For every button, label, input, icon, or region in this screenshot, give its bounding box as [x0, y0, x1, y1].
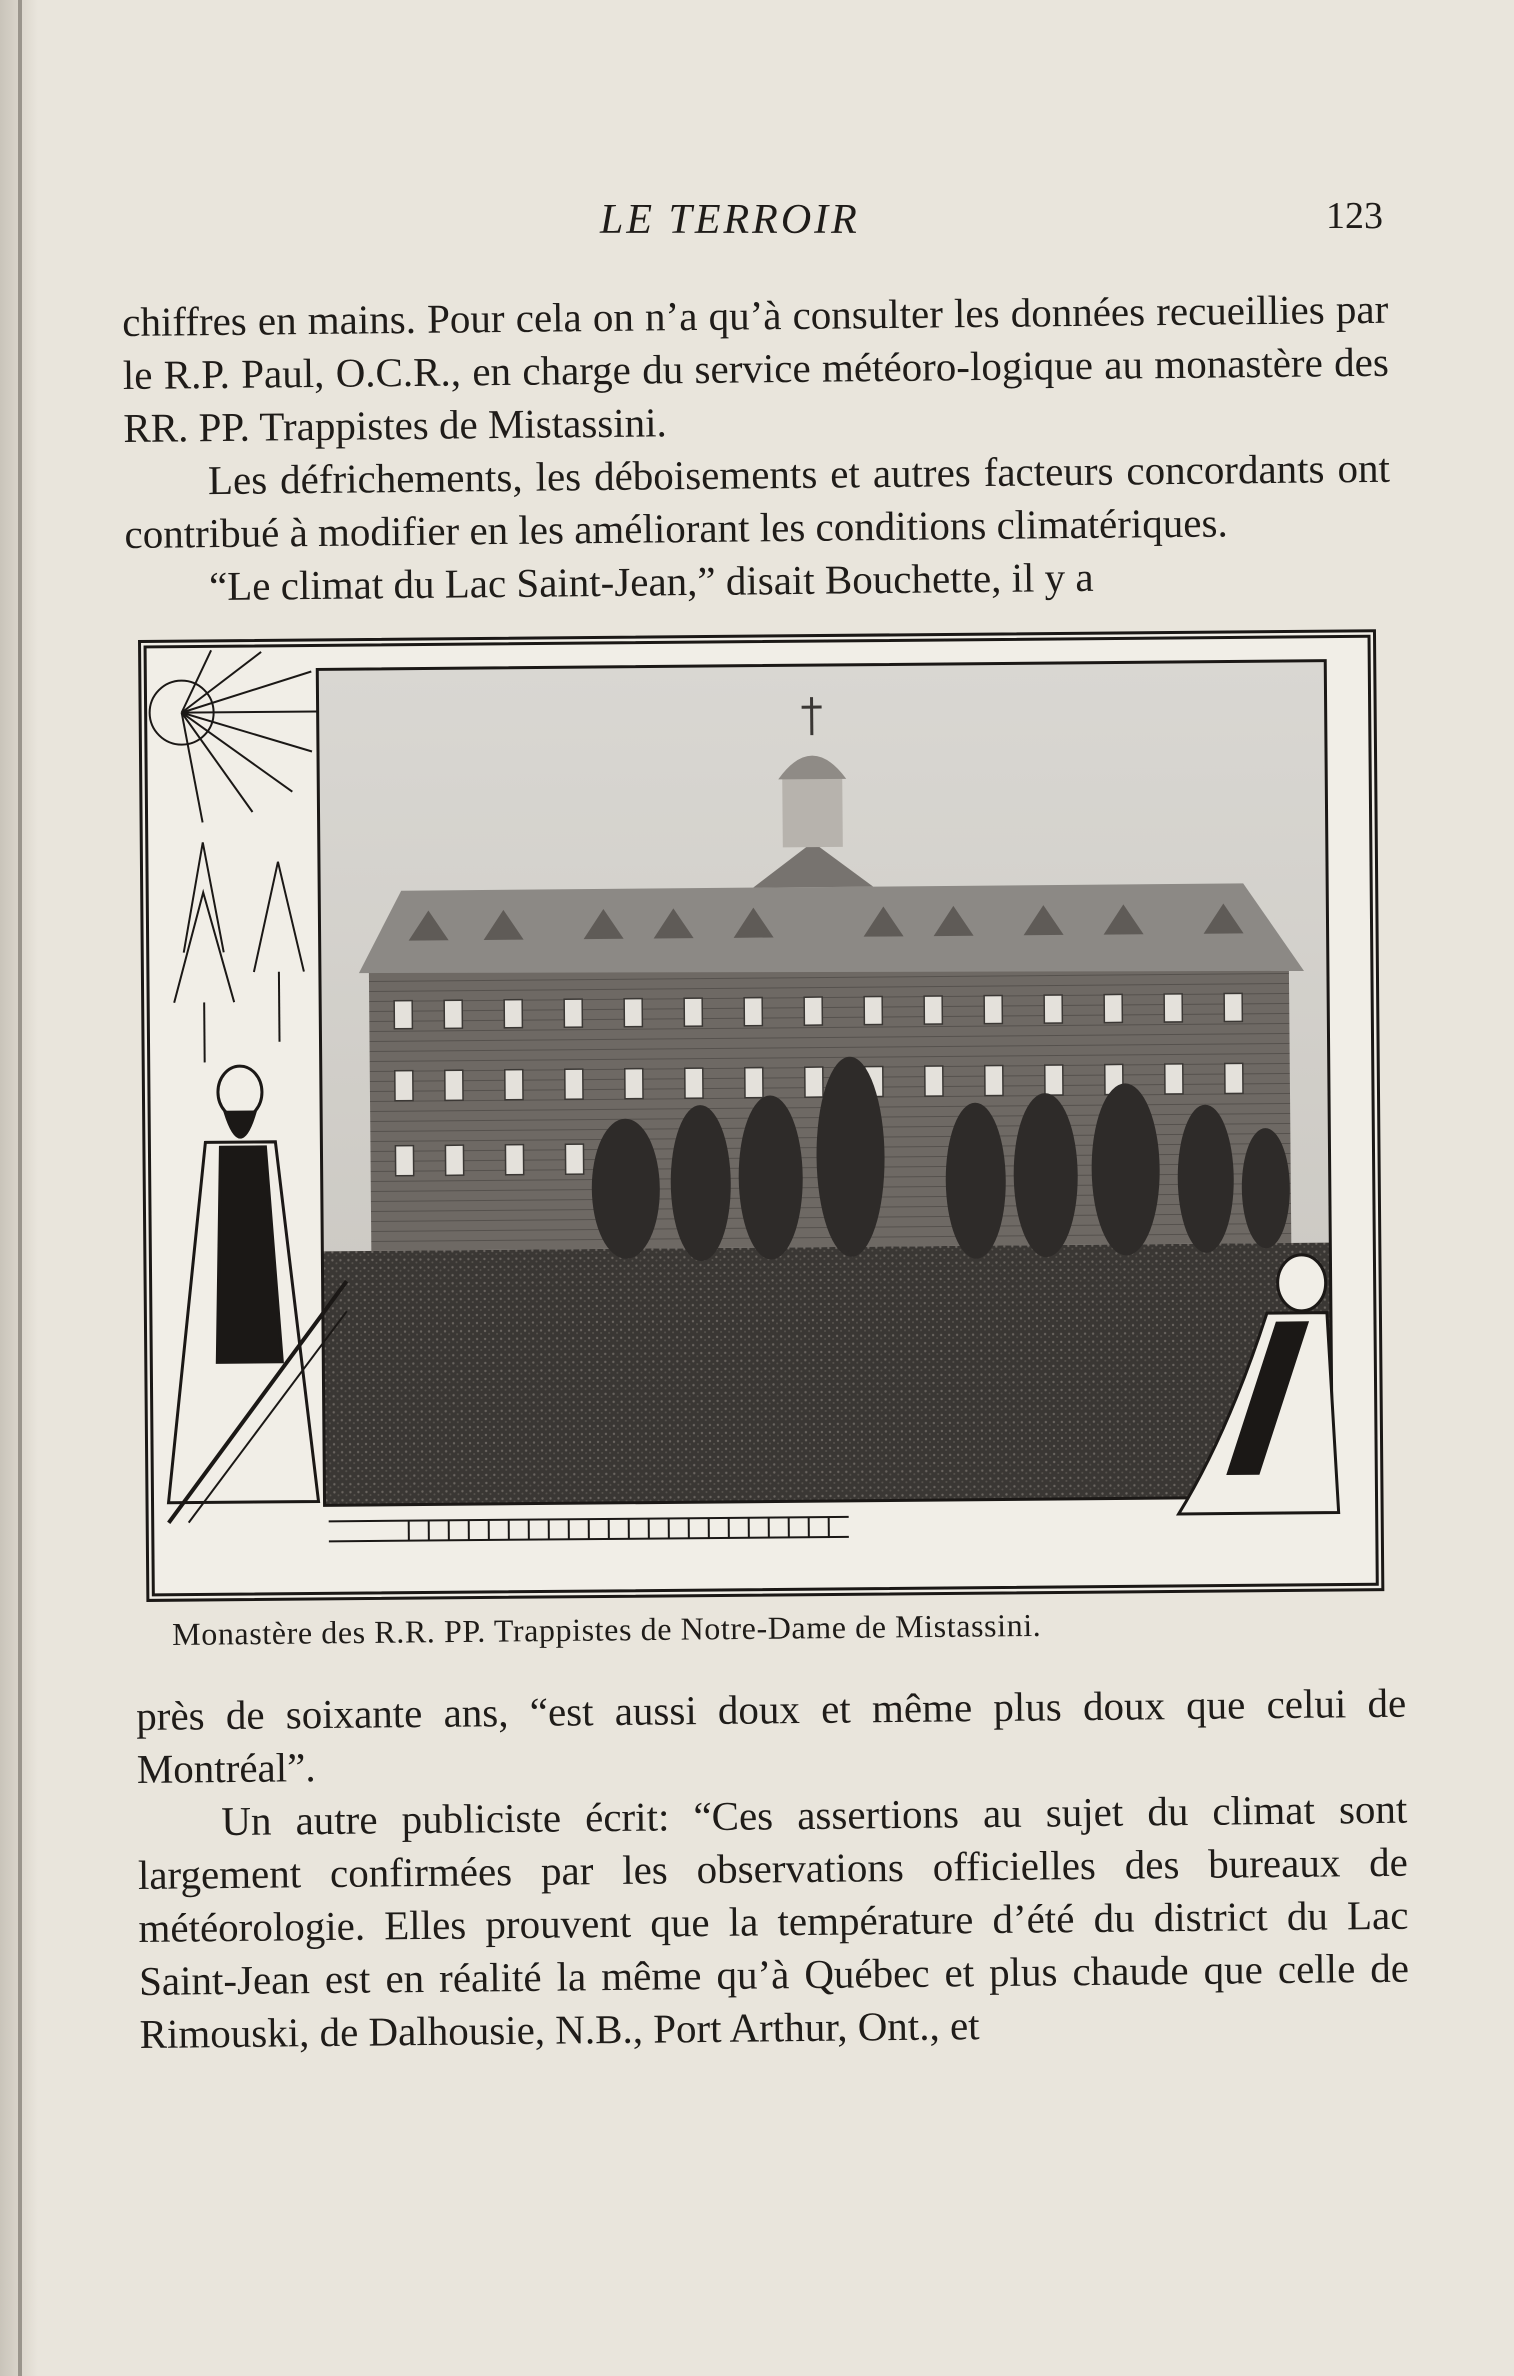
- paragraph-5: Un autre publiciste écrit: “Ces assertions au sujet du climat sont largement confirmées par les observations officielles des bureaux de météorologie. Elles prouvent que la température d’été du district du Lac Saint-Jean est en réalité la même qu’à Québec et plus chaude que celle de Rimouski, de Dalhousie, N.B., Port Arthur, Ont., et: [137, 1785, 1410, 2057]
- paragraph-1: chiffres en mains. Pour cela on n’a qu’à consulter les données recueillies par le R.P. Paul, O.C.R., en charge du service météoro-logique au monastère des RR. PP. Trappistes de Mistassini.: [122, 285, 1389, 451]
- ornamental-border: [329, 1517, 849, 1542]
- monastery-photo: [317, 661, 1332, 1506]
- figure-caption: Monastère des R.R. PP. Trappistes de Notre-Dame de Mistassini.: [172, 1606, 1042, 1652]
- paragraph-4: près de soixante ans, “est aussi doux et même plus doux que celui de Montréal”.: [136, 1679, 1407, 1792]
- running-head: LE TERROIR: [600, 197, 860, 243]
- sun-drawing: [149, 649, 317, 822]
- paragraph-2: Les défrichements, les déboisements et autres facteurs concordants ont contribué à modifier en les améliorant les conditions climatériques.: [124, 444, 1391, 557]
- pine-trees-drawing: [173, 842, 305, 1063]
- page-number: 123: [1326, 195, 1383, 237]
- bottom-text-block: [136, 1677, 1410, 2061]
- paragraph-3: “Le climat du Lac Saint-Jean,” disait Bouchette, il y a: [208, 553, 1094, 610]
- monastery-illustration: [138, 629, 1384, 1602]
- top-text-block: [122, 283, 1391, 614]
- binding-edge: [18, 0, 22, 2376]
